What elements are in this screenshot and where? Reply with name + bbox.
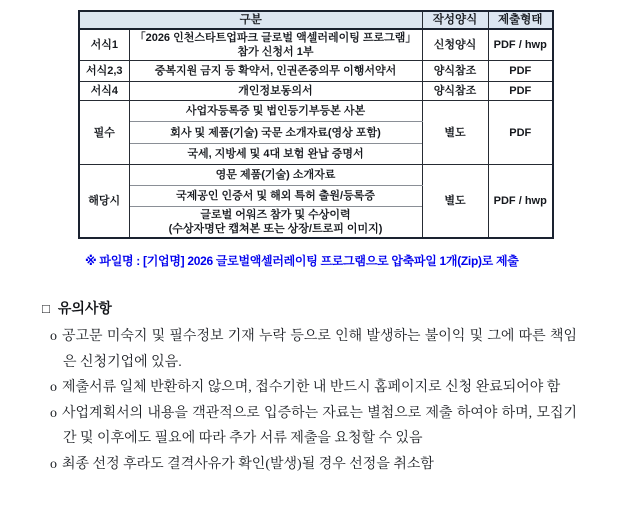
- doc-description-line: 「2026 인천스타트업파크 글로벌 액셀러레이팅 프로그램」: [134, 32, 417, 44]
- doc-item-cell: 영문 제품(기술) 소개자료: [129, 165, 422, 186]
- table-row-form2-3: [79, 61, 553, 82]
- notice-title-text: 유의사항: [57, 300, 112, 316]
- bullet-marker: o: [50, 456, 57, 472]
- doc-item-line: 글로벌 어워즈 참가 및 수상이력: [200, 209, 351, 221]
- bullet-marker: o: [50, 405, 57, 421]
- submission-cell: PDF / hwp: [488, 165, 553, 239]
- notice-section: [42, 300, 579, 477]
- format-cell: 별도: [422, 165, 488, 239]
- notice-title: [42, 300, 579, 317]
- row-label-cell: 필수: [79, 101, 129, 165]
- doc-description-cell: 개인정보동의서: [129, 82, 422, 101]
- row-label-cell: 해당시: [79, 165, 129, 239]
- doc-item-line: (수상자명단 캡쳐본 또는 상장/트로피 이미지): [168, 223, 383, 235]
- format-cell: 별도: [422, 101, 488, 165]
- table-row-form4: [79, 82, 553, 101]
- notice-item-text: 사업계획서의 내용을 객관적으로 입증하는 자료는 별첨으로 제출 하여야 하며, 모집기간 및 이후에도 필요에 따라 추가 서류 제출을 요청할 수 있음: [62, 405, 577, 446]
- bullet-marker: o: [50, 329, 57, 344]
- table-row-if-applicable: [79, 165, 553, 186]
- notice-item-text: 공고문 미숙지 및 필수정보 기재 누락 등으로 인해 발생하는 불이익 및 그에 따른 책임은 신청기업에 있음.: [62, 329, 577, 370]
- row-label-cell: 서식1: [79, 29, 129, 61]
- table-row-form1: [79, 29, 553, 61]
- submission-cell: PDF / hwp: [488, 29, 553, 61]
- notice-item-text: 제출서류 일체 반환하지 않으며, 접수기한 내 반드시 홈페이지로 신청 완료되어야 함: [62, 380, 561, 395]
- notice-item: [50, 401, 577, 452]
- col-header-submission: 제출형태: [488, 11, 553, 29]
- doc-description-cell: 중복지원 금지 등 확약서, 인권존중의무 이행서약서: [129, 61, 422, 82]
- bullet-marker: o: [50, 380, 57, 395]
- file-naming-note: ※ 파일명 : [기업명] 2026 글로벌액셀러레이팅 프로그램으로 압축파일 1개(Zip)로 제출: [85, 254, 519, 268]
- notice-item: [50, 375, 577, 401]
- doc-item-cell: 국제공인 인증서 및 해외 특허 출원/등록증: [129, 186, 422, 207]
- notice-list: [50, 324, 577, 477]
- table-header-row: [79, 11, 553, 29]
- square-bullet-marker: □: [42, 301, 50, 316]
- submission-documents-table: [78, 10, 554, 239]
- doc-item-cell: 국세, 지방세 및 4대 보험 완납 증명서: [129, 144, 422, 165]
- notice-item: [50, 324, 577, 375]
- col-header-category: 구분: [79, 11, 422, 29]
- format-cell: 양식참조: [422, 61, 488, 82]
- doc-description-cell: [129, 29, 422, 61]
- doc-description-line: 참가 신청서 1부: [237, 46, 314, 58]
- notice-item-text: 최종 선정 후라도 결격사유가 확인(발생)될 경우 선정을 취소함: [62, 456, 434, 472]
- doc-item-cell: 회사 및 제품(기술) 국문 소개자료(영상 포함): [129, 122, 422, 144]
- row-label-cell: 서식2,3: [79, 61, 129, 82]
- submission-cell: PDF: [488, 82, 553, 101]
- format-cell: 신청양식: [422, 29, 488, 61]
- row-label-cell: 서식4: [79, 82, 129, 101]
- submission-cell: PDF: [488, 101, 553, 165]
- notice-item: [50, 452, 577, 478]
- doc-item-cell: [129, 207, 422, 239]
- doc-item-cell: 사업자등록증 및 법인등기부등본 사본: [129, 101, 422, 122]
- col-header-format: 작성양식: [422, 11, 488, 29]
- submission-cell: PDF: [488, 61, 553, 82]
- format-cell: 양식참조: [422, 82, 488, 101]
- table-row-required: [79, 101, 553, 122]
